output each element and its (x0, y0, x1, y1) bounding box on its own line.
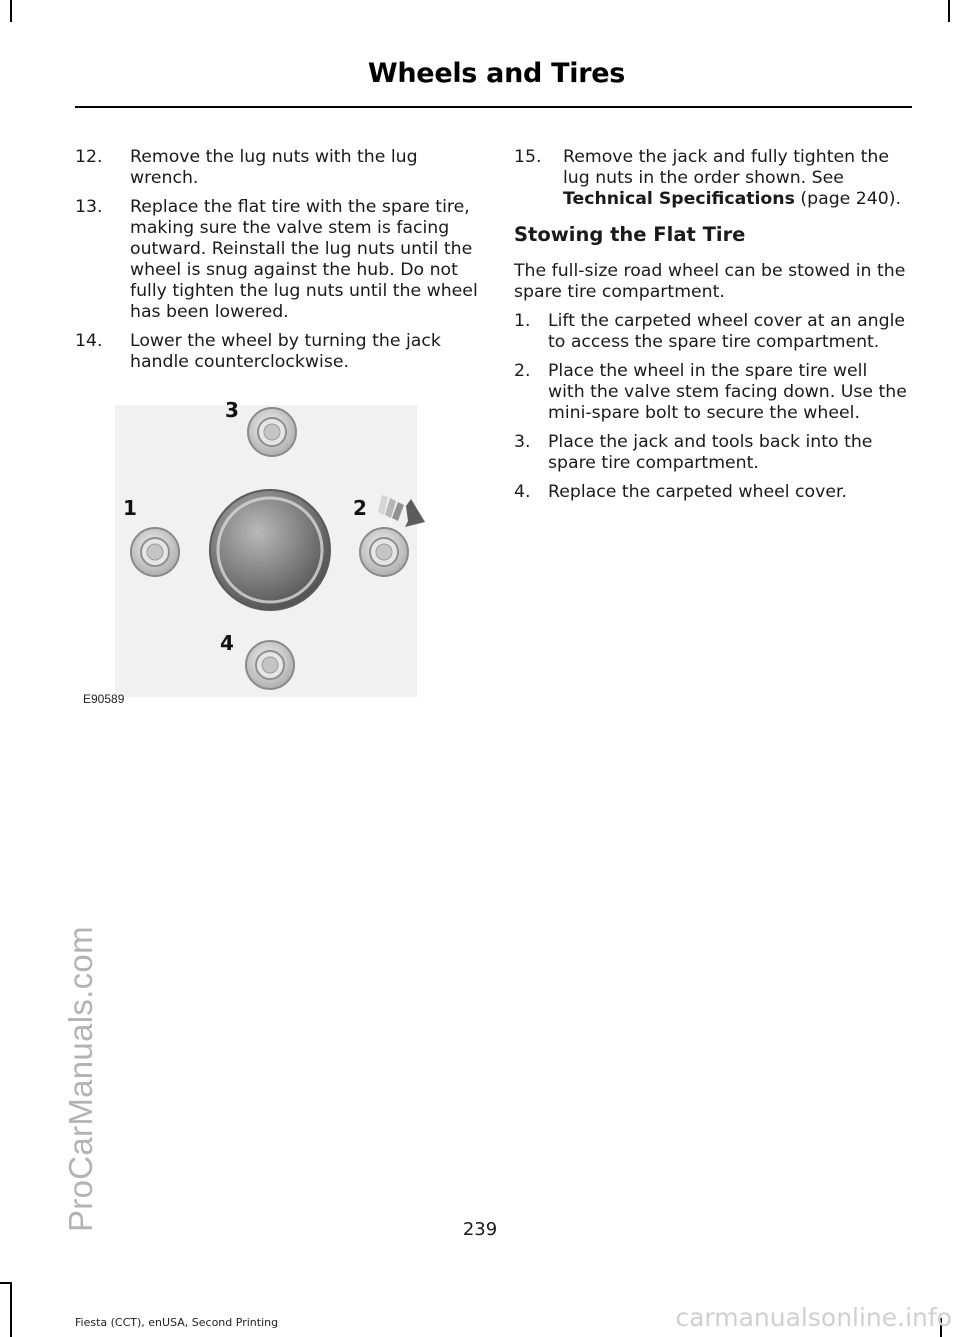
label-3: 3 (225, 398, 239, 422)
wheel-hub (210, 490, 330, 610)
label-4: 4 (220, 631, 234, 655)
step-number: 13. (75, 197, 103, 217)
step-text: Lower the wheel by turning the jack handle counterclockwise. (130, 331, 441, 372)
step-number: 15. (514, 147, 542, 167)
step-number: 4. (514, 482, 531, 502)
step-14 (75, 331, 480, 373)
step-number: 3. (514, 432, 531, 452)
lug-nut-figure (75, 395, 425, 710)
step-12 (75, 147, 480, 189)
stowing-heading: Stowing the Flat Tire (514, 223, 746, 246)
stow-step-4 (514, 482, 909, 503)
label-1: 1 (123, 496, 137, 520)
stow-step-3 (514, 432, 909, 474)
footer-edition: Fiesta (CCT), enUSA, Second Printing (75, 1316, 279, 1329)
stow-step-1 (514, 311, 909, 353)
step-text: Remove the lug nuts with the lug wrench. (130, 147, 418, 188)
step-number: 14. (75, 331, 103, 351)
left-column (75, 147, 480, 381)
crop-mark-bottom-left (10, 1282, 12, 1337)
crop-mark-bottom-left-h (0, 1282, 12, 1284)
lug-nut-3 (248, 408, 296, 456)
crop-mark-top-left (10, 0, 12, 22)
lug-nut-diagram (75, 395, 425, 710)
lug-nut-4 (246, 641, 294, 689)
side-watermark: ProCarManuals.com (62, 926, 99, 1232)
right-column (514, 147, 909, 511)
lug-nut-1 (131, 528, 179, 576)
step-text: Lift the carpeted wheel cover at an angle to access the spare tire compartment. (548, 311, 906, 352)
footer-watermark: carmanualsonline.info (675, 1303, 952, 1332)
header-rule (75, 106, 912, 108)
step-15 (514, 147, 909, 210)
lug-nut-2 (360, 528, 408, 576)
step-text: Replace the flat tire with the spare tire, making sure the valve stem is facing outward. Reinstall the lug nuts until the wheel is snug against the hub. Do not fully tighten the lug nuts until the wheel has been lowered. (130, 197, 478, 322)
section-title: Wheels and Tires (367, 58, 625, 89)
label-2: 2 (353, 496, 367, 520)
step-number: 2. (514, 361, 531, 381)
step-number: 1. (514, 311, 531, 331)
crop-mark-top-right (948, 0, 950, 22)
step-text: Replace the carpeted wheel cover. (548, 482, 847, 502)
page-number: 239 (462, 1219, 498, 1240)
step-text: Place the jack and tools back into the spare tire compartment. (548, 432, 873, 473)
figure-code: E90589 (83, 692, 125, 706)
step-number: 12. (75, 147, 103, 167)
step-13 (75, 197, 480, 323)
step-text: Place the wheel in the spare tire well with the valve stem facing down. Use the mini-spare bolt to secure the wheel. (548, 361, 907, 423)
stowing-intro: The full-size road wheel can be stowed in the spare tire compartment. (514, 261, 906, 302)
step-text: Remove the jack and fully tighten the lug nuts in the order shown. See (563, 147, 889, 188)
page-reference: (page 240). (800, 189, 902, 209)
technical-specifications-link[interactable]: Technical Specifications (563, 189, 795, 209)
stow-step-2 (514, 361, 909, 424)
